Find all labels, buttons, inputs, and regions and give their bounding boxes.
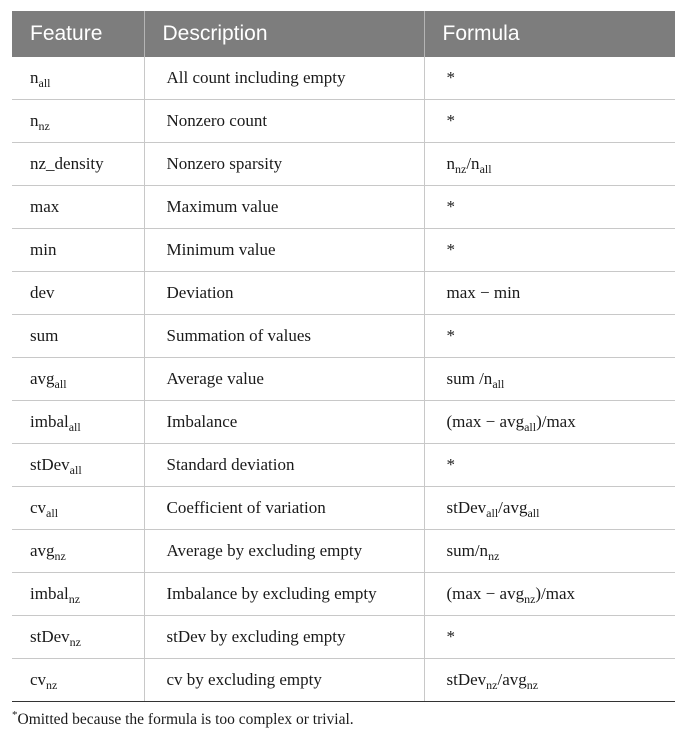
table-row — [12, 186, 675, 229]
text-segment: dev — [30, 283, 55, 302]
cell-feature — [12, 659, 144, 702]
text-segment: n — [446, 154, 455, 173]
cell-description: Maximum value — [144, 186, 424, 229]
cell-formula — [424, 487, 675, 530]
cell-description: Standard deviation — [144, 444, 424, 487]
table-body — [12, 57, 675, 702]
cell-feature — [12, 616, 144, 659]
text-segment: stDev — [446, 670, 487, 689]
cell-description: cv by excluding empty — [144, 659, 424, 702]
footnote-mark: * — [12, 709, 18, 721]
subscript: nz — [38, 119, 50, 133]
feature-table — [12, 11, 675, 702]
cell-formula — [424, 401, 675, 444]
text-segment: (max − avg — [446, 584, 525, 603]
table-row — [12, 530, 675, 573]
text-segment: avg — [30, 369, 55, 388]
subscript: all — [68, 420, 81, 434]
cell-formula — [424, 57, 675, 100]
footnote-text: Omitted because the formula is too complex or trivial. — [17, 711, 354, 728]
text-segment: )/max — [536, 412, 576, 431]
text-segment: cv — [30, 670, 47, 689]
cell-description: Imbalance — [144, 401, 424, 444]
table-row — [12, 100, 675, 143]
subscript: all — [486, 506, 499, 520]
cell-feature — [12, 401, 144, 444]
text-segment: sum/n — [446, 541, 489, 560]
table-row — [12, 616, 675, 659]
header-row — [12, 11, 675, 57]
subscript: nz — [524, 592, 536, 606]
cell-feature — [12, 358, 144, 401]
table-row — [12, 57, 675, 100]
cell-formula — [424, 315, 675, 358]
cell-formula — [424, 229, 675, 272]
text-segment: imbal — [30, 584, 69, 603]
cell-description: stDev by excluding empty — [144, 616, 424, 659]
table-row — [12, 573, 675, 616]
cell-formula — [424, 573, 675, 616]
cell-formula — [424, 530, 675, 573]
table-row — [12, 659, 675, 702]
text-segment: * — [446, 68, 455, 87]
text-segment: n — [30, 111, 39, 130]
cell-formula — [424, 272, 675, 315]
subscript: nz — [46, 678, 58, 692]
subscript: all — [479, 162, 492, 176]
text-segment: )/max — [535, 584, 576, 603]
cell-feature — [12, 573, 144, 616]
text-segment: n — [30, 68, 39, 87]
cell-feature — [12, 487, 144, 530]
text-segment: /n — [466, 154, 480, 173]
table-row — [12, 487, 675, 530]
cell-description: Coefficient of variation — [144, 487, 424, 530]
cell-formula — [424, 100, 675, 143]
text-segment: nz_density — [30, 154, 104, 173]
table-row — [12, 315, 675, 358]
table-row — [12, 358, 675, 401]
cell-formula — [424, 659, 675, 702]
cell-feature — [12, 444, 144, 487]
subscript: all — [38, 76, 51, 90]
cell-formula — [424, 358, 675, 401]
cell-feature — [12, 57, 144, 100]
text-segment: sum — [30, 326, 59, 345]
cell-description: Average by excluding empty — [144, 530, 424, 573]
text-segment: avg — [30, 541, 55, 560]
text-segment: * — [446, 627, 455, 646]
cell-feature — [12, 186, 144, 229]
text-segment: * — [446, 455, 455, 474]
subscript: all — [492, 377, 505, 391]
text-segment: stDev — [30, 627, 70, 646]
table-row — [12, 229, 675, 272]
cell-feature — [12, 530, 144, 573]
text-segment: cv — [30, 498, 47, 517]
cell-feature — [12, 229, 144, 272]
cell-formula — [424, 143, 675, 186]
subscript: nz — [455, 162, 467, 176]
cell-formula — [424, 616, 675, 659]
cell-description: Minimum value — [144, 229, 424, 272]
subscript: nz — [69, 635, 81, 649]
text-segment: sum /n — [446, 369, 493, 388]
subscript: nz — [486, 678, 498, 692]
cell-feature — [12, 143, 144, 186]
cell-formula — [424, 444, 675, 487]
header-description: Description — [144, 11, 424, 57]
text-segment: * — [446, 197, 455, 216]
table-row — [12, 272, 675, 315]
subscript: nz — [68, 592, 81, 606]
header-feature: Feature — [12, 11, 144, 57]
subscript: nz — [54, 549, 66, 563]
cell-description: All count including empty — [144, 57, 424, 100]
text-segment: * — [446, 326, 455, 345]
cell-feature — [12, 272, 144, 315]
subscript: all — [54, 377, 67, 391]
cell-description: Average value — [144, 358, 424, 401]
text-segment: * — [446, 240, 455, 259]
footnote — [12, 711, 675, 729]
subscript: all — [524, 420, 537, 434]
cell-description: Imbalance by excluding empty — [144, 573, 424, 616]
text-segment: imbal — [30, 412, 69, 431]
text-segment: stDev — [30, 455, 70, 474]
subscript: all — [527, 506, 540, 520]
header-formula: Formula — [424, 11, 675, 57]
text-segment: /avg — [498, 498, 528, 517]
subscript: nz — [526, 678, 539, 692]
table-row — [12, 444, 675, 487]
subscript: all — [69, 463, 82, 477]
cell-formula — [424, 186, 675, 229]
text-segment: /avg — [497, 670, 527, 689]
text-segment: (max − avg — [446, 412, 525, 431]
cell-description: Nonzero count — [144, 100, 424, 143]
cell-description: Deviation — [144, 272, 424, 315]
cell-description: Nonzero sparsity — [144, 143, 424, 186]
text-segment: max − min — [446, 283, 521, 302]
text-segment: * — [446, 111, 455, 130]
subscript: all — [46, 506, 59, 520]
cell-feature — [12, 315, 144, 358]
cell-description: Summation of values — [144, 315, 424, 358]
table-row — [12, 401, 675, 444]
table-row — [12, 143, 675, 186]
text-segment: max — [30, 197, 60, 216]
subscript: nz — [488, 549, 500, 563]
text-segment: min — [30, 240, 57, 259]
cell-feature — [12, 100, 144, 143]
text-segment: stDev — [446, 498, 487, 517]
